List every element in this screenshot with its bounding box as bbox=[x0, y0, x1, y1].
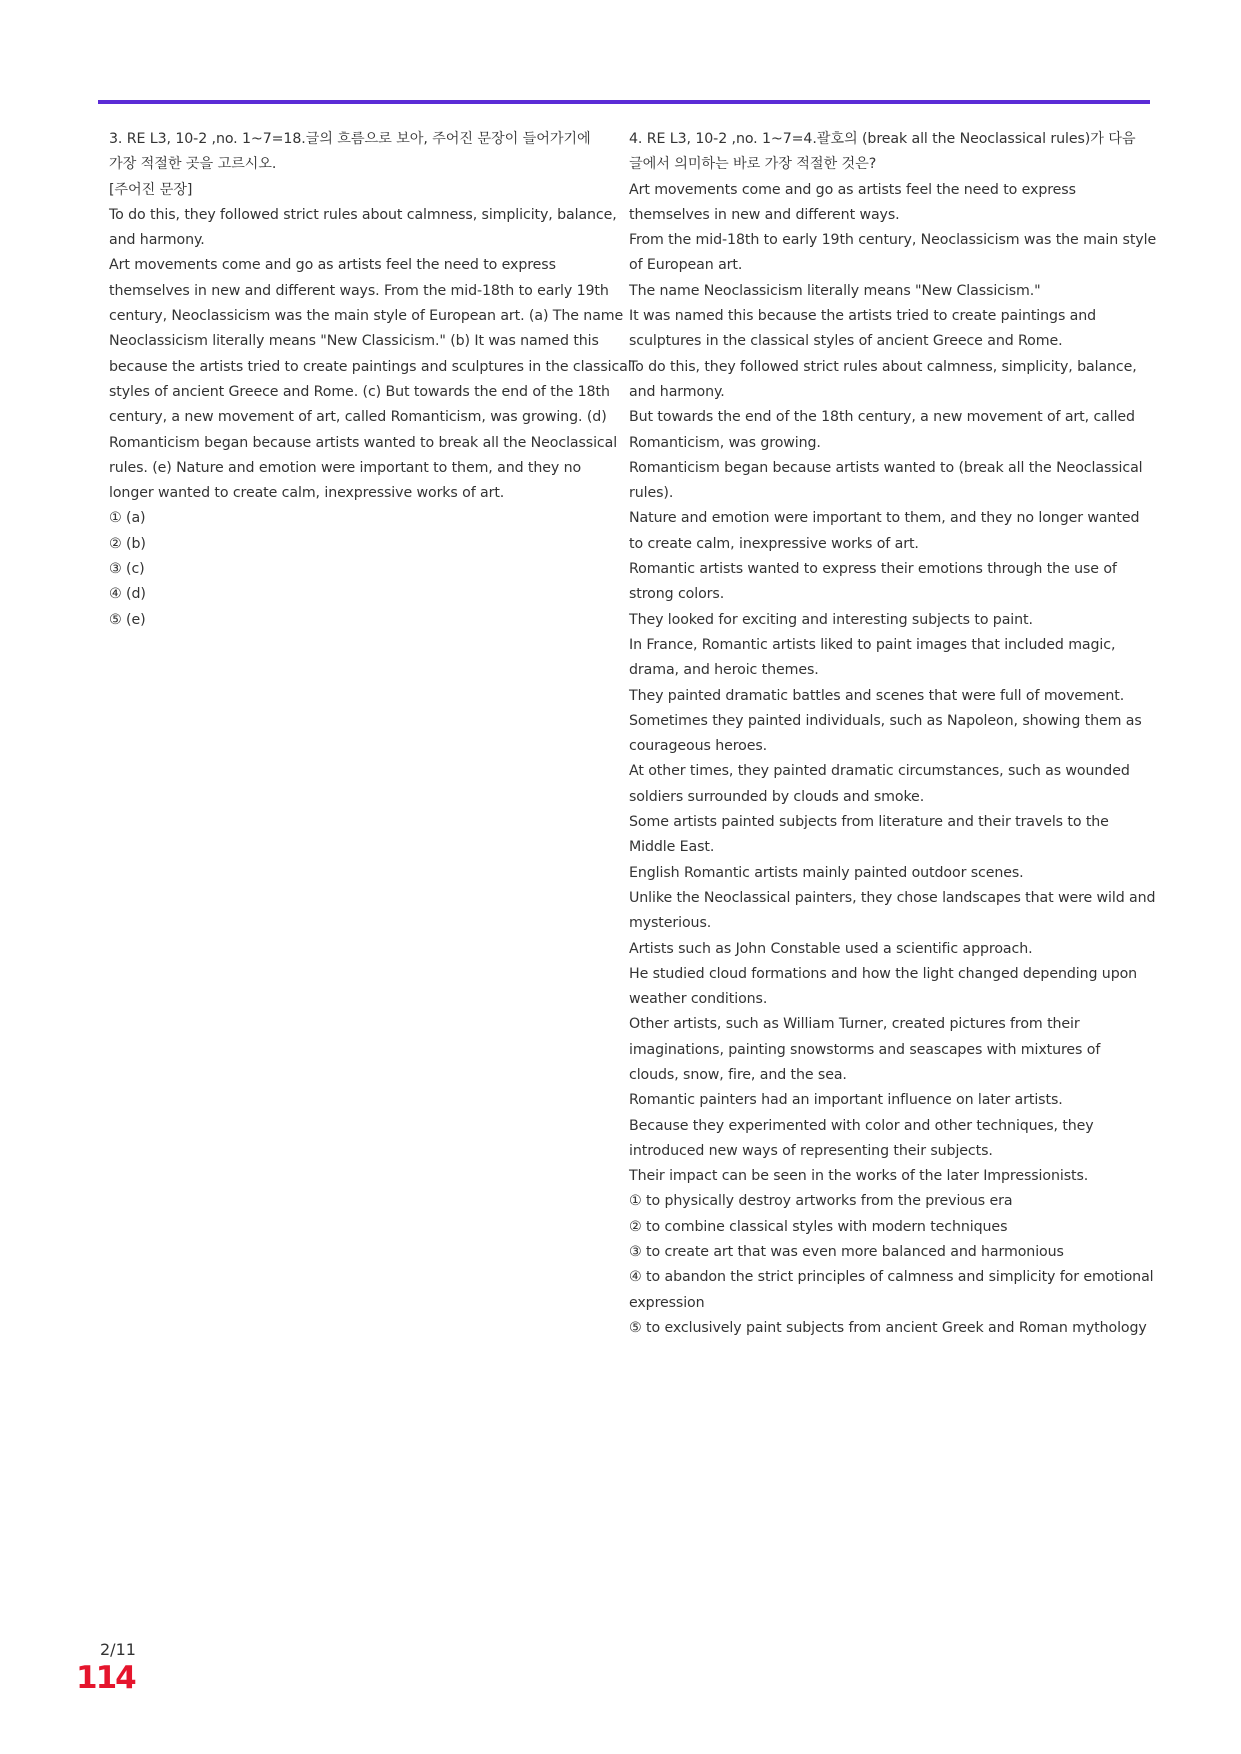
question-4-line: courageous heroes. bbox=[629, 738, 768, 755]
question-4-line: They painted dramatic battles and scenes that were full of movement. bbox=[629, 687, 1125, 704]
question-4-line: It was named this because the artists tried to create paintings and bbox=[629, 308, 1097, 325]
question-3-line: ③ (c) bbox=[109, 561, 145, 578]
question-3-line: rules. (e) Nature and emotion were important to them, and they no bbox=[109, 459, 582, 476]
question-4-line: Sometimes they painted individuals, such as Napoleon, showing them as bbox=[629, 712, 1142, 729]
question-4-line: Romanticism began because artists wanted to (break all the Neoclassical bbox=[629, 459, 1143, 476]
question-3-line: themselves in new and different ways. From the mid-18th to early 19th bbox=[109, 282, 609, 299]
question-4-line: English Romantic artists mainly painted outdoor scenes. bbox=[629, 864, 1024, 881]
question-3-line: longer wanted to create calm, inexpressive works of art. bbox=[109, 485, 505, 502]
question-3-line: Romanticism began because artists wanted to break all the Neoclassical bbox=[109, 434, 618, 451]
question-4-line: strong colors. bbox=[629, 586, 725, 603]
question-4-line: and harmony. bbox=[629, 383, 725, 400]
question-4-line: Other artists, such as William Turner, created pictures from their bbox=[629, 1016, 1080, 1033]
question-3-line: because the artists tried to create paintings and sculptures in the classical bbox=[109, 358, 632, 375]
question-4-line: But towards the end of the 18th century, a new movement of art, called bbox=[629, 409, 1135, 426]
question-4-line: drama, and heroic themes. bbox=[629, 662, 819, 679]
question-3-line: ① (a) bbox=[109, 510, 146, 527]
question-4-line: Middle East. bbox=[629, 839, 715, 856]
question-3-line: Neoclassicism literally means "New Classicism." (b) It was named this bbox=[109, 333, 599, 350]
question-4-line: of European art. bbox=[629, 257, 743, 274]
question-4-line: expression bbox=[629, 1294, 705, 1311]
question-3-line: ④ (d) bbox=[109, 586, 146, 603]
question-4-line: weather conditions. bbox=[629, 991, 768, 1008]
question-4-line: Some artists painted subjects from literature and their travels to the bbox=[629, 814, 1109, 831]
question-4-line: The name Neoclassicism literally means "New Classicism." bbox=[629, 282, 1041, 299]
header-rule bbox=[98, 100, 1150, 104]
question-4 bbox=[629, 127, 1157, 1341]
question-4-line: sculptures in the classical styles of ancient Greece and Rome. bbox=[629, 333, 1063, 350]
question-4-line: imaginations, painting snowstorms and seascapes with mixtures of bbox=[629, 1041, 1101, 1058]
question-4-line: Art movements come and go as artists feel the need to express bbox=[629, 181, 1076, 198]
question-4-line: Their impact can be seen in the works of the later Impressionists. bbox=[629, 1168, 1089, 1185]
question-4-line: Because they experimented with color and other techniques, they bbox=[629, 1117, 1094, 1134]
question-3-line: Art movements come and go as artists feel the need to express bbox=[109, 257, 556, 274]
question-3-line: styles of ancient Greece and Rome. (c) But towards the end of the 18th bbox=[109, 383, 610, 400]
question-4-line: At other times, they painted dramatic circumstances, such as wounded bbox=[629, 763, 1130, 780]
question-4-line: rules). bbox=[629, 485, 674, 502]
question-3 bbox=[109, 127, 632, 633]
question-4-line: Unlike the Neoclassical painters, they chose landscapes that were wild and bbox=[629, 889, 1156, 906]
question-4-line: Nature and emotion were important to them, and they no longer wanted bbox=[629, 510, 1140, 527]
question-4-line: introduced new ways of representing their subjects. bbox=[629, 1142, 993, 1159]
question-4-line: Artists such as John Constable used a scientific approach. bbox=[629, 940, 1033, 957]
question-4-line: ⑤ to exclusively paint subjects from ancient Greek and Roman mythology bbox=[629, 1319, 1147, 1336]
question-3-line: 3. RE L3, 10-2 ,no. 1~7=18.글의 흐름으로 보아, 주어진 문장이 들어가기에 bbox=[109, 131, 591, 147]
question-4-line: ④ to abandon the strict principles of calmness and simplicity for emotional bbox=[629, 1269, 1154, 1286]
question-4-line: To do this, they followed strict rules about calmness, simplicity, balance, bbox=[629, 358, 1137, 375]
question-4-line: themselves in new and different ways. bbox=[629, 206, 900, 223]
question-3-line: 가장 적절한 곳을 고르시오. bbox=[109, 156, 277, 173]
question-4-line: ② to combine classical styles with modern techniques bbox=[629, 1218, 1008, 1235]
question-4-line: to create calm, inexpressive works of art. bbox=[629, 535, 919, 552]
question-4-line: Romantic painters had an important influence on later artists. bbox=[629, 1092, 1063, 1109]
question-4-line: Romanticism, was growing. bbox=[629, 434, 821, 451]
question-4-line: ③ to create art that was even more balanced and harmonious bbox=[629, 1244, 1064, 1261]
question-4-line: mysterious. bbox=[629, 915, 712, 932]
question-4-line: soldiers surrounded by clouds and smoke. bbox=[629, 788, 925, 805]
question-3-line: [주어진 문장] bbox=[109, 181, 193, 198]
question-4-line: In France, Romantic artists liked to paint images that included magic, bbox=[629, 636, 1116, 653]
question-4-line: Romantic artists wanted to express their emotions through the use of bbox=[629, 561, 1117, 578]
question-3-line: century, a new movement of art, called Romanticism, was growing. (d) bbox=[109, 409, 607, 426]
question-3-line: ⑤ (e) bbox=[109, 611, 146, 628]
question-4-line: From the mid-18th to early 19th century, Neoclassicism was the main style bbox=[629, 232, 1157, 249]
question-4-line: 4. RE L3, 10-2 ,no. 1~7=4.괄호의 (break all the Neoclassical rules)가 다음 bbox=[629, 131, 1136, 147]
page-number: 114 bbox=[76, 1660, 135, 1696]
question-3-line: and harmony. bbox=[109, 232, 205, 249]
page-count: 2/11 bbox=[100, 1640, 136, 1659]
question-4-line: They looked for exciting and interesting subjects to paint. bbox=[629, 611, 1033, 628]
question-3-line: ② (b) bbox=[109, 535, 146, 552]
question-3-line: century, Neoclassicism was the main style of European art. (a) The name bbox=[109, 308, 624, 325]
question-3-line: To do this, they followed strict rules about calmness, simplicity, balance, bbox=[109, 206, 617, 223]
question-4-line: ① to physically destroy artworks from the previous era bbox=[629, 1193, 1013, 1210]
question-4-line: He studied cloud formations and how the light changed depending upon bbox=[629, 965, 1138, 982]
question-4-line: clouds, snow, fire, and the sea. bbox=[629, 1066, 847, 1083]
question-4-line: 글에서 의미하는 바로 가장 적절한 것은? bbox=[629, 156, 877, 173]
